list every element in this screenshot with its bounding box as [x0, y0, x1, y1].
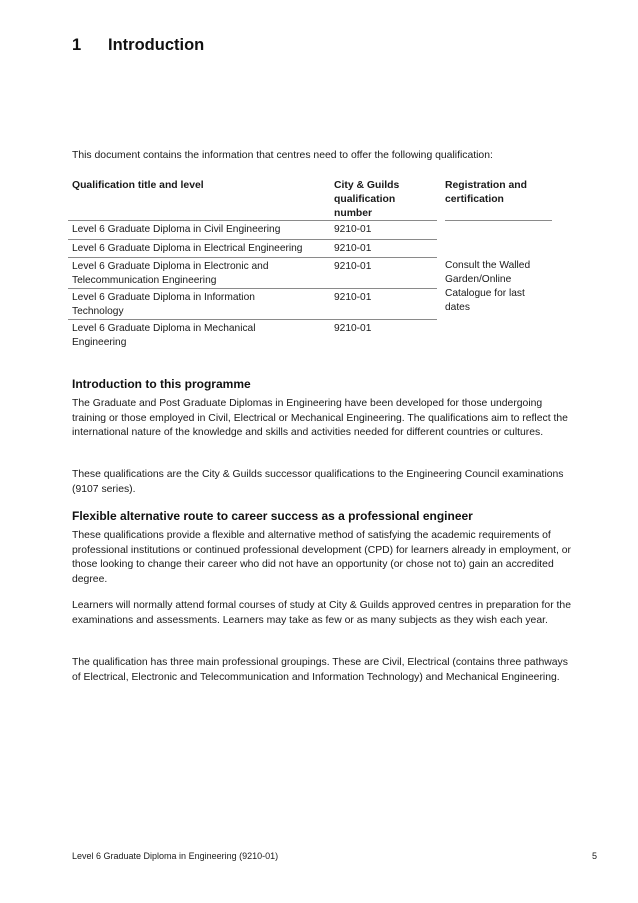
footer-doc-title: Level 6 Graduate Diploma in Engineering (9210-01) [72, 851, 279, 861]
registration-note: Consult the Walled Garden/Online Catalogue for last dates [445, 260, 531, 313]
row-title: Level 6 Graduate Diploma in Information Technology [72, 292, 255, 317]
header-qualification-title: Qualification title and level [72, 180, 204, 191]
section-title: Introduction [108, 36, 205, 54]
section-heading [72, 36, 204, 55]
table-rule [445, 220, 552, 221]
table-rule [68, 319, 437, 320]
header-qualification-number: City & Guilds qualification number [334, 180, 400, 219]
section-number: 1 [72, 36, 82, 54]
row-title: Level 6 Graduate Diploma in Civil Engineering [72, 224, 281, 235]
row-number: 9210-01 [334, 224, 372, 235]
header-registration: Registration and certification [445, 180, 527, 205]
row-number: 9210-01 [334, 292, 372, 303]
programme-heading: Introduction to this programme [72, 377, 251, 391]
programme-paragraph-1: The Graduate and Post Graduate Diplomas in Engineering have been developed for those undergoing training or those employed in Civil, Electrical or Mechanical Engineering. The qualifications aim to reflect the international nature of the knowledge and skills and activities needed for different countries or cultures. [72, 398, 568, 438]
table-rule [68, 220, 437, 221]
table-rule [68, 257, 437, 258]
row-title: Level 6 Graduate Diploma in Electronic and Telecommunication Engineering [72, 261, 269, 286]
footer-page-number: 5 [592, 851, 598, 861]
table-rule [68, 288, 437, 289]
intro-text: This document contains the information that centres need to offer the following qualification: [72, 150, 493, 161]
row-title: Level 6 Graduate Diploma in Electrical Engineering [72, 243, 303, 254]
career-paragraph-3: The qualification has three main professional groupings. These are Civil, Electrical (contains three pathways of Electrical, Electronic and Telecommunication and Information Technology) and Mechanical Engineering. [72, 657, 568, 683]
row-number: 9210-01 [334, 323, 372, 334]
row-number: 9210-01 [334, 261, 372, 272]
career-heading: Flexible alternative route to career success as a professional engineer [72, 509, 473, 523]
career-paragraph-1: These qualifications provide a flexible and alternative method of satisfying the academic requirements of professional institutions or continued professional development (CPD) for learners already in employment, or those looking to change their career who did not have an opportunity (or chose not to) gain an accredited degree. [72, 530, 571, 585]
programme-paragraph-2: These qualifications are the City & Guilds successor qualifications to the Engineering Council examinations (9107 series). [72, 469, 564, 495]
career-paragraph-2: Learners will normally attend formal courses of study at City & Guilds approved centres in preparation for the examinations and assessments. Learners may take as few or as many subjects as they wish each year. [72, 600, 571, 626]
row-number: 9210-01 [334, 243, 372, 254]
table-rule [68, 239, 437, 240]
row-title: Level 6 Graduate Diploma in Mechanical Engineering [72, 323, 256, 348]
